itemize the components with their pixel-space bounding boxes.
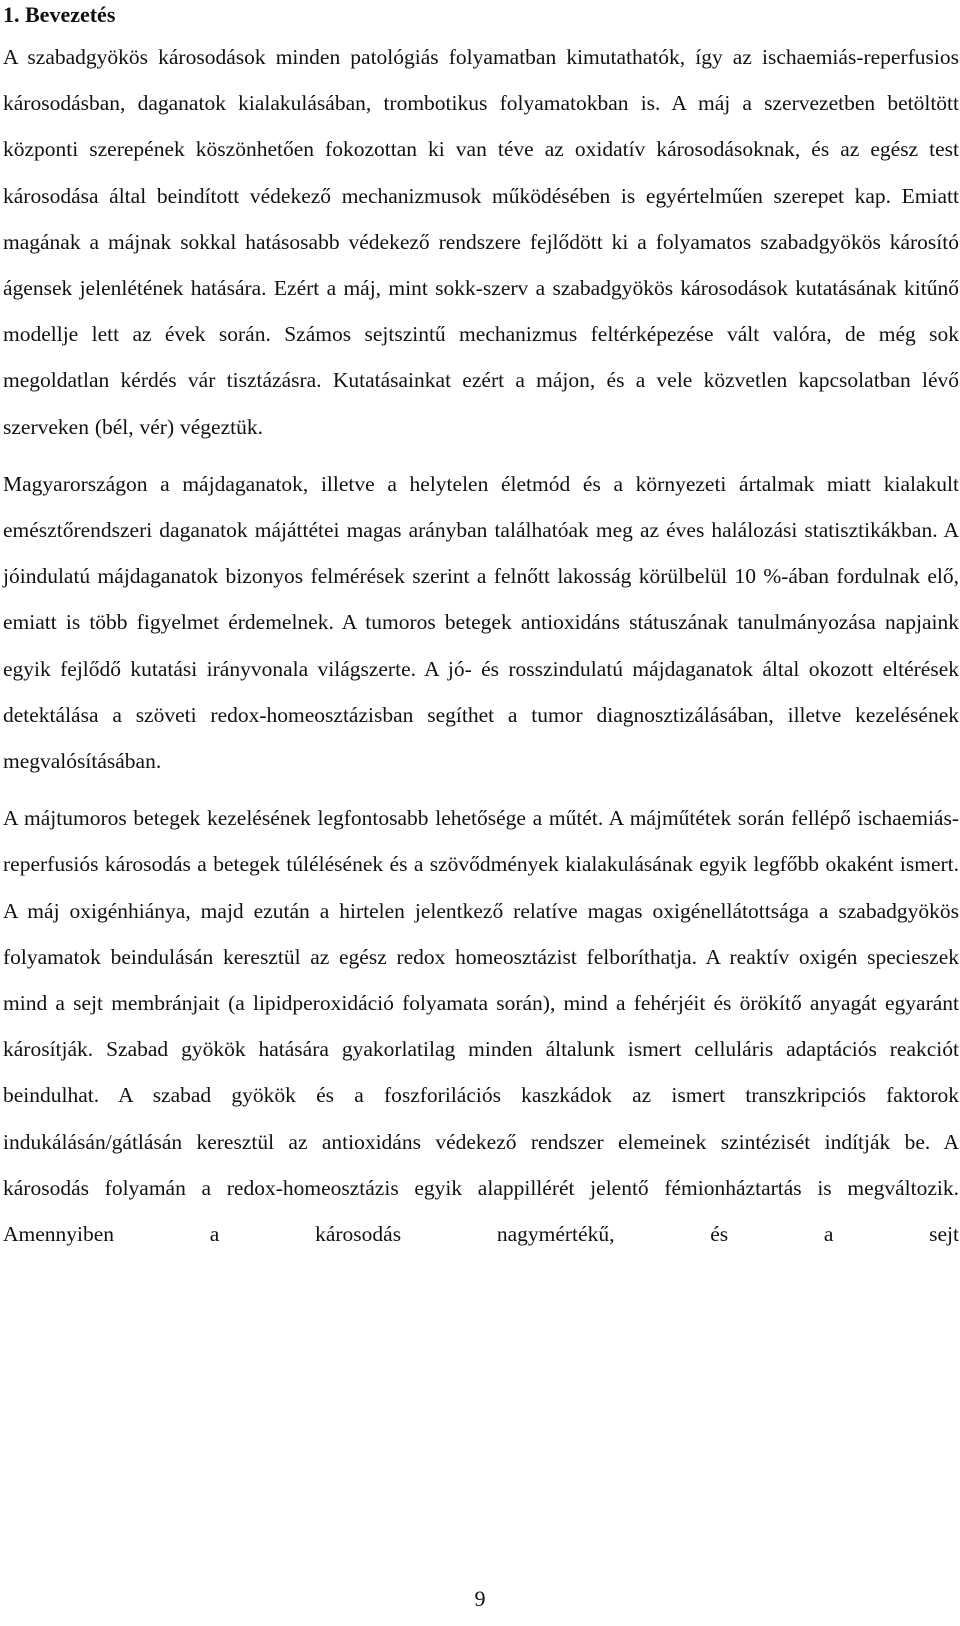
body-text — [3, 34, 959, 1268]
paragraph-introduction: A szabadgyökös károsodások minden patológiás folyamatban kimutathatók, így az ischaemiás-reperfusios károsodásban, daganatok kialakulásában, trombotikus folyamatokban is. A máj a szervezetben betöltött központi szerepének köszönhetően fokozottan ki van téve az oxidatív károsodásoknak, és az egész test károsodása által beindított védekező mechanizmusok működésében is egyértelműen szerepet kap. Emiatt magának a májnak sokkal hatásosabb védekező rendszere fejlődött ki a folyamatos szabadgyökös károsító ágensek jelenlétének hatására. Ezért a máj, mint sokk-szerv a szabadgyökös károsodások kutatásának kitűnő modellje lett az évek során. Számos sejtszintű mechanizmus feltérképezése vált valóra, de még sok megoldatlan kérdés vár tisztázásra. Kutatásainkat ezért a májon, és a vele közvetlen kapcsolatban lévő szerveken (bél, vér) végeztük. — [3, 45, 959, 439]
section-heading: 1. Bevezetés — [3, 2, 116, 27]
paragraph-surgery: A májtumoros betegek kezelésének legfontosabb lehetősége a műtét. A májműtétek során fellépő ischaemiás-reperfusiós károsodás a betegek túlélésének és a szövődmények kialakulásának egyik legfőbb okaként ismert. A máj oxigénhiánya, majd ezután a hirtelen jelentkező relatíve magas oxigénellátottsága a szabadgyökös folyamatok beindulásán keresztül az egész redox homeosztázist felboríthatja. A reaktív oxigén specieszek mind a sejt membránjait (a lipidperoxidáció folyamata során), mind a fehérjéit és örökítő anyagát egyaránt károsítják. Szabad gyökök hatására gyakorlatilag minden általunk ismert celluláris adaptációs reakciót beindulhat. A szabad gyökök és a foszforilációs kaszkádok az ismert transzkripciós faktorok indukálásán/gátlásán keresztül az antioxidáns védekező rendszer elemeinek szintézisét indítják be. A károsodás folyamán a redox-homeosztázis egyik alappillérét jelentő fémionháztartás is megváltozik. Amennyiben a károsodás nagymértékű, és a sejt — [3, 806, 959, 1247]
page-number: 9 — [474, 1586, 486, 1611]
paragraph-liver-tumors: Magyarországon a májdaganatok, illetve a helytelen életmód és a környezeti ártalmak miatt kialakult emésztőrendszeri daganatok májáttétei magas arányban találhatóak meg az éves halálozási statisztikákban. A jóindulatú májdaganatok bizonyos felmérések szerint a felnőtt lakosság körülbelül 10 %-ában fordulnak elő, emiatt is több figyelmet érdemelnek. A tumoros betegek antioxidáns státuszának tanulmányozása napjaink egyik fejlődő kutatási irányvonala világszerte. A jó- és rosszindulatú májdaganatok által okozott eltérések detektálása a szöveti redox-homeosztázisban segíthet a tumor diagnosztizálásában, illetve kezelésének megvalósításában. — [3, 471, 959, 774]
